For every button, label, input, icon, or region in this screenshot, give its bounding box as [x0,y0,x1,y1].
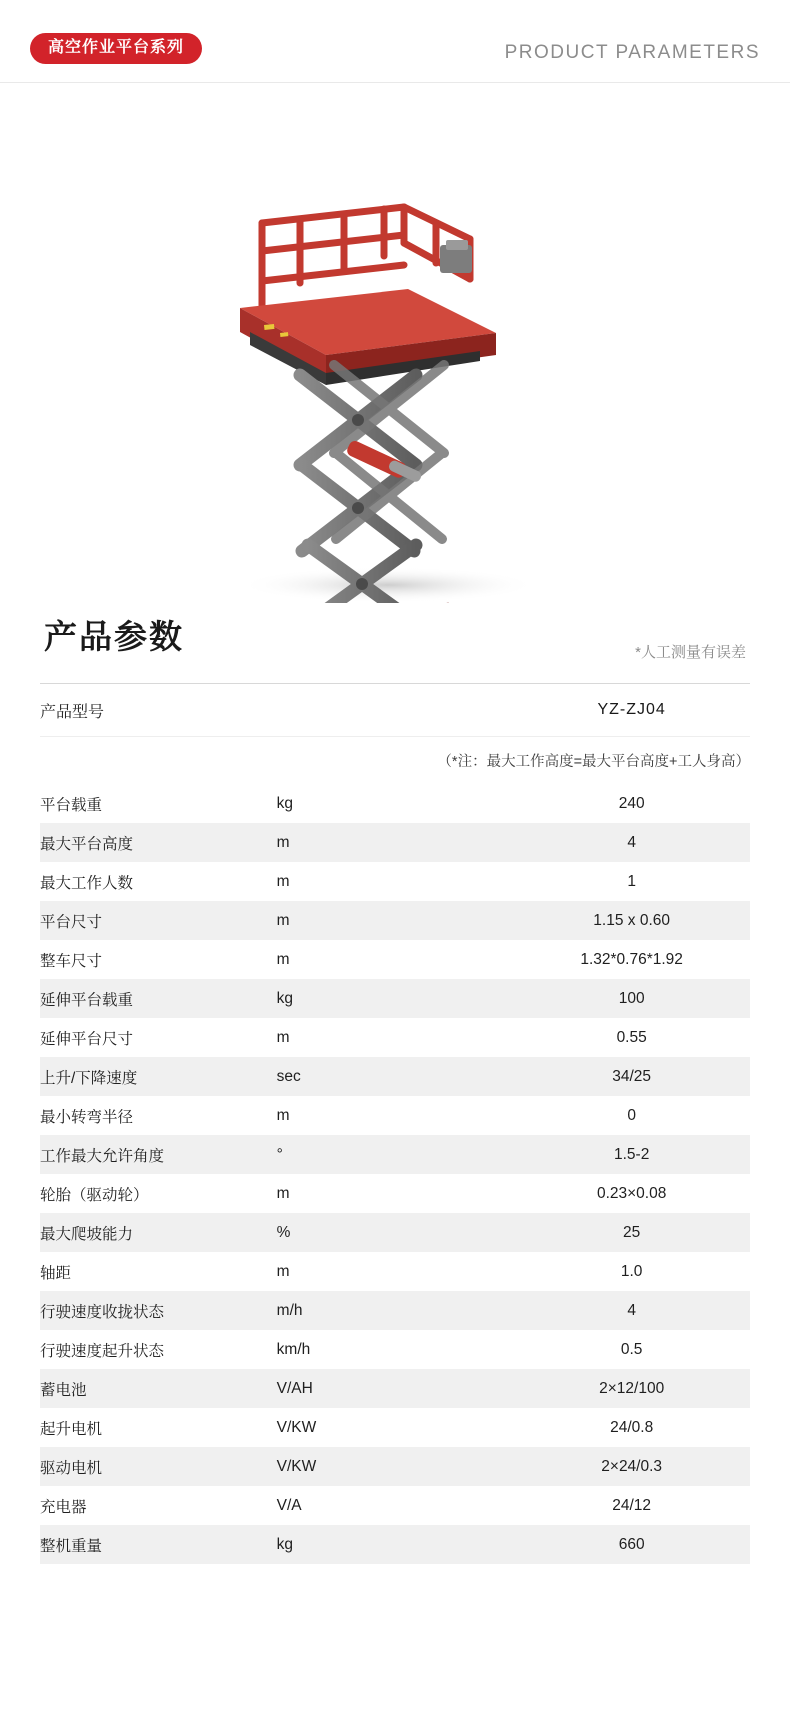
page-header [0,0,790,83]
param-value: 4 [513,823,750,862]
param-unit: ° [277,1135,514,1174]
param-value: 24/0.8 [513,1408,750,1447]
table-row [40,1408,750,1447]
param-name: 延伸平台载重 [40,979,277,1018]
param-value: 0.5 [513,1330,750,1369]
measurement-note: *人工测量有误差 [635,644,746,661]
param-name: 最小转弯半径 [40,1096,277,1135]
table-row [40,1369,750,1408]
param-name: 工作最大允许角度 [40,1135,277,1174]
param-name: 轮胎（驱动轮） [40,1174,277,1213]
param-unit: % [277,1213,514,1252]
param-name: 充电器 [40,1486,277,1525]
param-unit: m [277,1018,514,1057]
param-unit: m [277,1252,514,1291]
product-image-stage [0,93,790,603]
param-name: 最大爬坡能力 [40,1213,277,1252]
table-row [40,1447,750,1486]
param-value: 24/12 [513,1486,750,1525]
param-name: 整机重量 [40,1525,277,1564]
param-unit: V/KW [277,1447,514,1486]
param-unit: m [277,1174,514,1213]
param-value: 0 [513,1096,750,1135]
param-unit: m [277,901,514,940]
param-value: 2×12/100 [513,1369,750,1408]
table-row [40,784,750,824]
parameters-table [40,683,750,1564]
param-value: 1.15 x 0.60 [513,901,750,940]
param-value: 34/25 [513,1057,750,1096]
param-unit: m [277,823,514,862]
table-row [40,1096,750,1135]
param-value: 0.23×0.08 [513,1174,750,1213]
param-name: 蓄电池 [40,1369,277,1408]
param-unit: sec [277,1057,514,1096]
model-value: YZ-ZJ04 [513,684,750,737]
table-row [40,1213,750,1252]
param-name: 最大平台高度 [40,823,277,862]
product-image [0,83,790,603]
param-unit: V/A [277,1486,514,1525]
table-row [40,1486,750,1525]
parameters-table-body [40,684,750,1565]
table-row [40,1330,750,1369]
param-name: 驱动电机 [40,1447,277,1486]
param-name: 行驶速度收拢状态 [40,1291,277,1330]
param-value: 100 [513,979,750,1018]
param-name: 起升电机 [40,1408,277,1447]
param-unit: V/KW [277,1408,514,1447]
param-value: 0.55 [513,1018,750,1057]
table-row [40,1525,750,1564]
table-row [40,1135,750,1174]
table-row [40,1252,750,1291]
param-unit: km/h [277,1330,514,1369]
param-value: 660 [513,1525,750,1564]
table-row [40,979,750,1018]
param-name: 整车尺寸 [40,940,277,979]
param-name: 上升/下降速度 [40,1057,277,1096]
param-unit: m [277,940,514,979]
header-english-title: PRODUCT PARAMETERS [504,42,760,63]
param-value: 1.0 [513,1252,750,1291]
table-row [40,901,750,940]
table-row [40,940,750,979]
table-row [40,1057,750,1096]
table-row [40,1174,750,1213]
param-unit: V/AH [277,1369,514,1408]
page-title: 产品参数 [44,618,184,655]
param-unit: kg [277,784,514,824]
param-name: 平台载重 [40,784,277,824]
model-row [40,684,750,737]
table-note-row [40,737,750,784]
scissor-lift-illustration [0,93,790,603]
param-value: 240 [513,784,750,824]
param-value: 25 [513,1213,750,1252]
param-unit: kg [277,979,514,1018]
section-title-block [0,603,790,683]
param-value: 1.32*0.76*1.92 [513,940,750,979]
param-name: 轴距 [40,1252,277,1291]
param-value: 1.5-2 [513,1135,750,1174]
table-row [40,823,750,862]
param-name: 延伸平台尺寸 [40,1018,277,1057]
table-note: （*注：最大工作高度=最大平台高度+工人身高） [40,737,750,784]
param-unit: kg [277,1525,514,1564]
param-unit: m/h [277,1291,514,1330]
param-name: 行驶速度起升状态 [40,1330,277,1369]
param-name: 最大工作人数 [40,862,277,901]
series-badge: 高空作业平台系列 [30,33,202,64]
param-unit: m [277,1096,514,1135]
param-value: 2×24/0.3 [513,1447,750,1486]
parameters-table-wrap [0,683,790,1594]
param-unit: m [277,862,514,901]
param-value: 1 [513,862,750,901]
table-row [40,1018,750,1057]
param-value: 4 [513,1291,750,1330]
table-row [40,862,750,901]
table-row [40,1291,750,1330]
param-name: 平台尺寸 [40,901,277,940]
model-label: 产品型号 [40,684,513,737]
